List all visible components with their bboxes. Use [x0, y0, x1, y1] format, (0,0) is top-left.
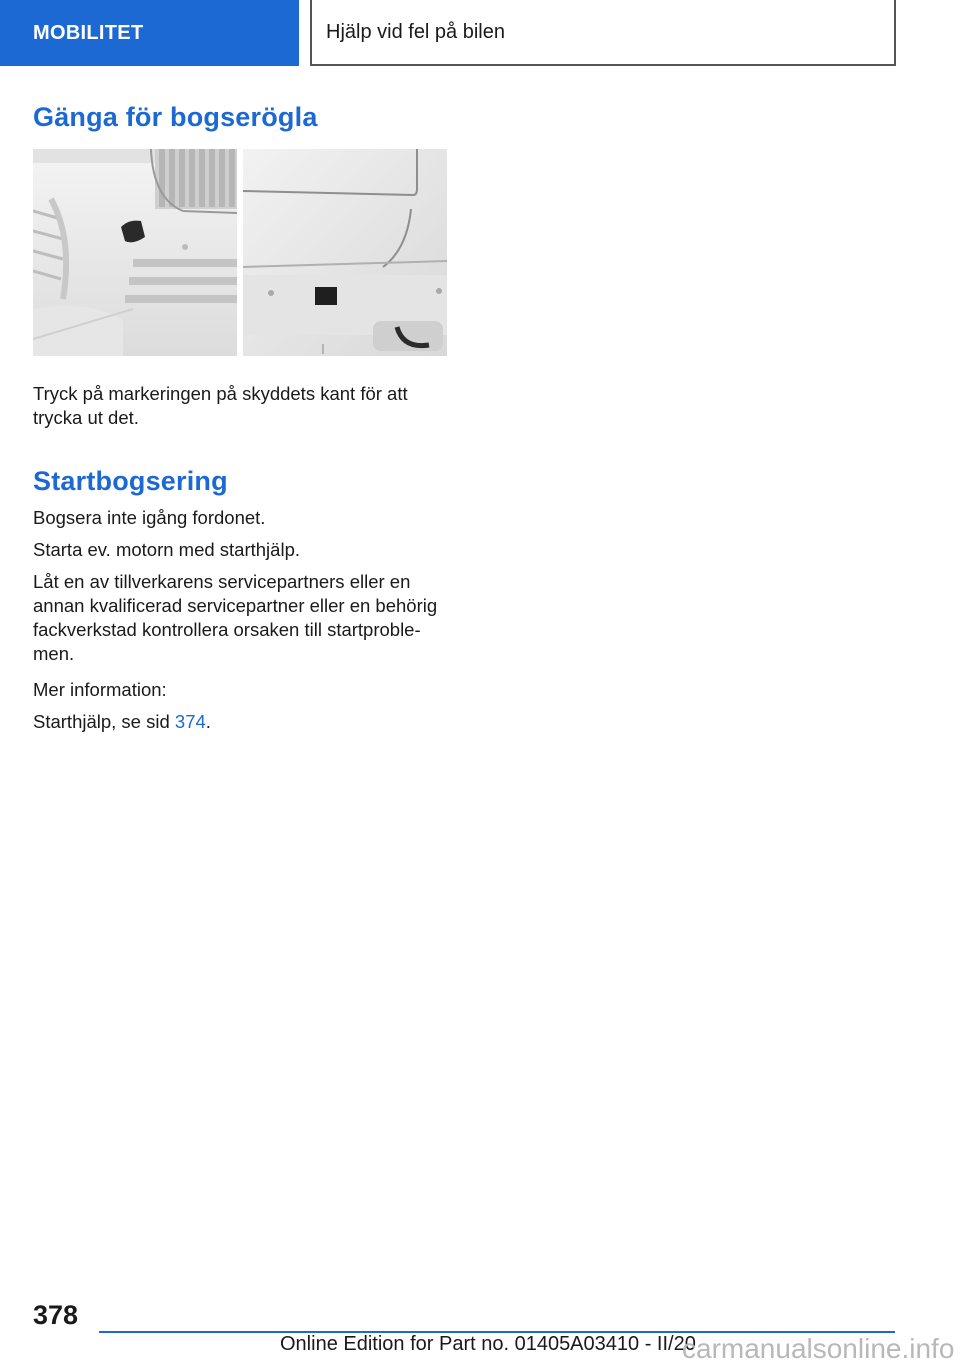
- footer-edition: Online Edition for Part no. 01405A03410 - II/20: [280, 1333, 696, 1355]
- page-number: 378: [33, 1300, 79, 1330]
- starthjalp-ref-text: Starthjälp, se sid: [33, 711, 175, 732]
- header-section-label: MOBILITET: [33, 21, 144, 44]
- rear-bumper-image: [243, 149, 447, 356]
- header-section-tab: [0, 0, 299, 66]
- header-chapter-label: Hjälp vid fel på bilen: [326, 20, 505, 43]
- section1-text: Tryck på markeringen på skyddets kant för att trycka ut det.: [33, 383, 408, 428]
- section2-para-5: [33, 710, 453, 734]
- front-bumper-image: [33, 149, 237, 356]
- tow-eye-figure: [33, 149, 447, 356]
- watermark: carmanualsonline.info: [682, 1333, 955, 1364]
- page-link-374[interactable]: 374: [174, 711, 206, 732]
- section-title-startbogsering: Startbogsering: [33, 466, 228, 496]
- section2-para-2: Starta ev. motorn med starthjälp.: [33, 539, 300, 560]
- section2-para-3: Låt en av tillverkarens servicepartners eller en annan kvalificerad servicepartner eller en behörig fackverkstad kontrollera orsaken till startproble-men.: [33, 571, 438, 664]
- starthjalp-ref-suffix: .: [205, 711, 211, 732]
- section-title-ganga: Gänga för bogserögla: [33, 102, 318, 132]
- section2-para-4: Mer information:: [33, 679, 167, 700]
- header-chapter-box: [310, 0, 896, 66]
- section2-para-1: Bogsera inte igång fordonet.: [33, 507, 266, 528]
